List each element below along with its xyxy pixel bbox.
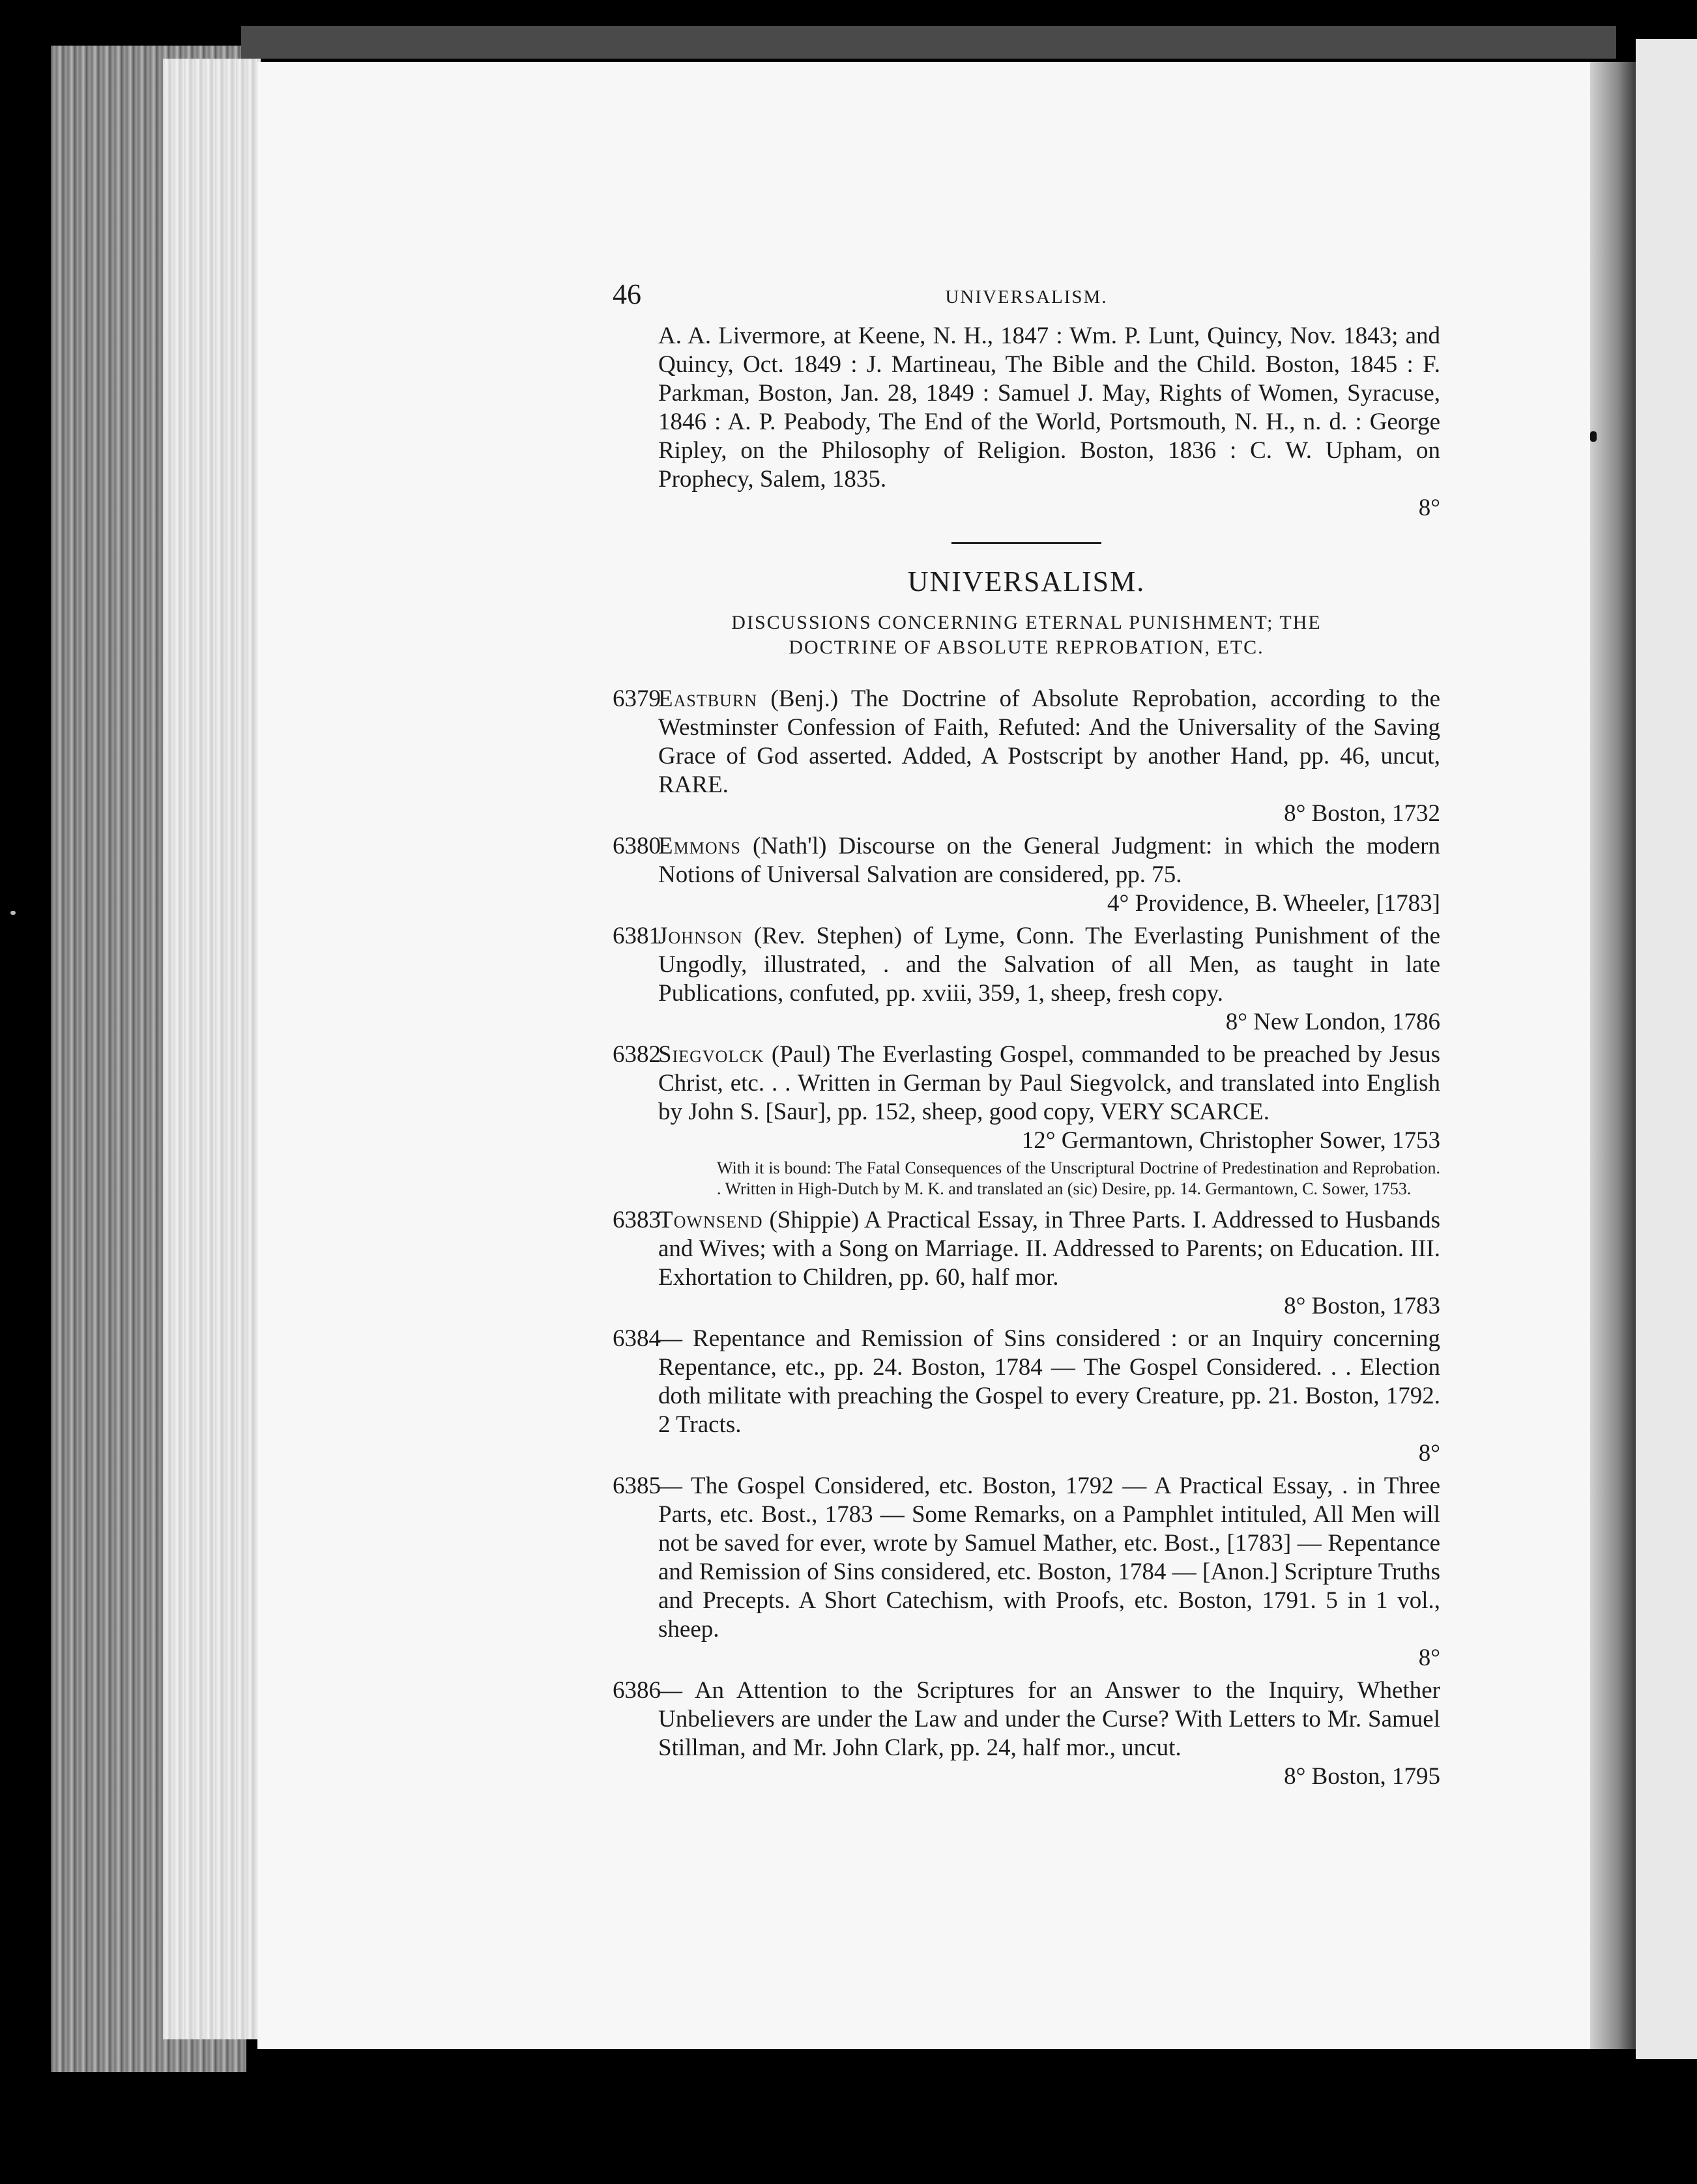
- page-text-block: [613, 280, 1440, 1795]
- scan-speck: [10, 911, 16, 915]
- entry-imprint: 8° Boston, 1795: [1284, 1763, 1440, 1790]
- entry-text: (Benj.) The Doctrine of Absolute Reprobation, according to the Westminster Confession of Faith, Refuted: And the Universality of the Saving Grace of God asserted. Added, A Postscript by another Hand, pp. 46, uncut, RARE.: [658, 685, 1441, 798]
- continued-entry-format: 8°: [1418, 495, 1440, 521]
- catalog-entry: [613, 1472, 1440, 1673]
- entry-imprint: 12° Germantown, Christopher Sower, 1753: [1021, 1127, 1440, 1154]
- facing-page: [1636, 39, 1697, 2059]
- entry-author: Johnson: [658, 923, 743, 949]
- page-number: 46: [613, 278, 641, 310]
- book-top-edge: [241, 26, 1616, 59]
- entry-author: Siegvolck: [658, 1041, 764, 1068]
- entry-number: 6379: [613, 685, 661, 712]
- catalog-entry: [613, 685, 1440, 828]
- entry-number: 6380: [613, 833, 661, 859]
- book-page-edges-light: [163, 59, 261, 2039]
- entry-text: (Rev. Stephen) of Lyme, Conn. The Everlasting Punishment of the Ungodly, illustrated, . and the Salvation of all Men, as taught in late Publications, confuted, pp. xviii, 359, 1, sheep, fresh copy.: [658, 923, 1440, 1007]
- entry-author: Emmons: [658, 833, 741, 859]
- entry-author: Townsend: [658, 1207, 763, 1233]
- section-divider: [951, 542, 1101, 544]
- catalog-entry: [613, 1325, 1440, 1468]
- entry-number: 6381: [613, 923, 661, 949]
- entry-text: (Paul) The Everlasting Gospel, commanded to be preached by Jesus Christ, etc. . . Written in German by Paul Siegvolck, and translated into English by John S. [Saur], pp. 152, sheep, good copy, VERY SCARCE.: [658, 1041, 1440, 1125]
- entry-text: (Shippie) A Practical Essay, in Three Parts. I. Addressed to Husbands and Wives; with a Song on Marriage. II. Addressed to Parents; on Education. III. Exhortation to Children, pp. 60, half mor.: [658, 1207, 1441, 1291]
- entry-text: (Nath'l) Discourse on the General Judgment: in which the modern Notions of Universal Salvation are considered, pp. 75.: [658, 833, 1440, 888]
- entry-number: 6383: [613, 1207, 661, 1233]
- entry-imprint: 8°: [1418, 1645, 1440, 1671]
- entry-imprint: 8° New London, 1786: [1225, 1009, 1440, 1035]
- entry-text: — The Gospel Considered, etc. Boston, 1792 — A Practical Essay, . in Three Parts, etc. Bost., 1783 — Some Remarks, on a Pamphlet intituled, All Men will not be saved for ever, wrote by Samuel Mather, etc. Bost., [1783] — Repentance and Remission of Sins considered, etc. Boston, 1784 — [Anon.] Scripture Truths and Precepts. A Short Catechism, with Proofs, etc. Boston, 1791. 5 in 1 vol., sheep.: [658, 1473, 1440, 1643]
- entry-number: 6385: [613, 1473, 661, 1499]
- running-head: [613, 280, 1440, 319]
- entry-number: 6386: [613, 1677, 661, 1704]
- entry-imprint: 4° Providence, B. Wheeler, [1783]: [1107, 890, 1440, 917]
- catalog-entry: [613, 922, 1440, 1037]
- catalog-entry: [613, 1206, 1440, 1321]
- catalog-entry: [613, 832, 1440, 918]
- ink-mark: [1590, 431, 1597, 442]
- catalog-entry: [613, 1041, 1440, 1200]
- section-title: UNIVERSALISM.: [907, 566, 1146, 597]
- section-subtitle: [613, 611, 1440, 660]
- entry-imprint: 8° Boston, 1732: [1284, 800, 1440, 827]
- catalog-entry: [613, 1676, 1440, 1791]
- running-title: UNIVERSALISM.: [945, 287, 1108, 308]
- entry-number: 6382: [613, 1041, 661, 1068]
- entry-imprint: 8° Boston, 1783: [1284, 1293, 1440, 1319]
- continued-entry: [613, 322, 1440, 523]
- entry-text: — Repentance and Remission of Sins considered : or an Inquiry concerning Repentance, etc., pp. 24. Boston, 1784 — The Gospel Considered. . . Election doth militate with preaching the Gospel to every Creature, pp. 21. Boston, 1792. 2 Tracts.: [658, 1325, 1440, 1438]
- entry-text: — An Attention to the Scriptures for an Answer to the Inquiry, Whether Unbelievers are under the Law and under the Curse? With Letters to Mr. Samuel Stillman, and Mr. John Clark, pp. 24, half mor., uncut.: [658, 1677, 1440, 1761]
- entry-author: Eastburn: [658, 685, 757, 712]
- entry-imprint: 8°: [1418, 1440, 1440, 1467]
- entry-number: 6384: [613, 1325, 661, 1352]
- section-subtitle-line-1: DISCUSSIONS CONCERNING ETERNAL PUNISHMENT; THE: [731, 612, 1322, 633]
- entry-note: With it is bound: The Fatal Consequences of the Unscriptural Doctrine of Predestination and Reprobation. . Written in High-Dutch by M. K. and translated an (sic) Desire, pp. 14. Germantown, C. Sower, 1753.: [717, 1158, 1440, 1198]
- continued-entry-text: A. A. Livermore, at Keene, N. H., 1847 : Wm. P. Lunt, Quincy, Nov. 1843; and Quincy, Oct. 1849 : J. Martineau, The Bible and the Child. Boston, 1845 : F. Parkman, Boston, Jan. 28, 1849 : Samuel J. May, Rights of Women, Syracuse, 1846 : A. P. Peabody, The End of the World, Portsmouth, N. H., n. d. : George Ripley, on the Philosophy of Religion. Boston, 1836 : C. W. Upham, on Prophecy, Salem, 1835.: [658, 323, 1440, 493]
- gutter-shadow: [1590, 62, 1636, 2049]
- section-subtitle-line-2: DOCTRINE OF ABSOLUTE REPROBATION, ETC.: [789, 637, 1264, 658]
